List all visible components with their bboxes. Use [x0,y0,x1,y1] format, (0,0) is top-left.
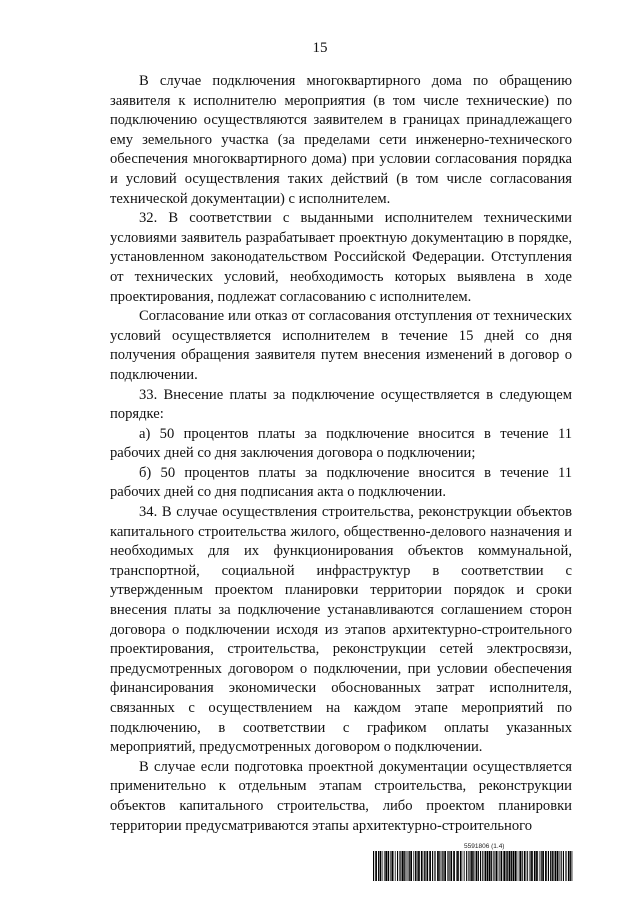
barcode-bar [404,851,405,881]
barcode-bar [415,851,416,881]
paragraph: Согласование или отказ от согласования отступления от технических условий осуществляется исполнителем в течение 15 дней со дня получения обращения заявителя путем внесения изменений в договор о подключении. [110,308,572,383]
barcode-bar [534,851,536,881]
barcode-bar [435,851,436,881]
barcode-bar [480,851,481,881]
barcode-bar [566,851,567,881]
barcode-bar [494,851,495,881]
barcode-bar [434,851,435,881]
barcode-bar [457,851,459,881]
barcode-bar [453,851,455,881]
barcode-bar [426,851,428,881]
paragraph: 32. В соответствии с выданными исполнителем техническими условиями заявитель разрабатывает проектную документацию в порядке, установленном законодательством Российской Федерации. Отступления от технических условий, необходимость которых выявлена в ходе проектирования, подлежат согласованию с исполнителем. [110,210,572,305]
barcode-bar [442,851,443,881]
paragraph: б) 50 процентов платы за подключение вносится в течение 11 рабочих дней со дня подписания акта о подключении. [110,464,572,501]
barcode-bar [553,851,554,881]
barcode-bar [565,851,566,881]
barcode-bar [460,851,462,881]
barcode-bar [522,851,523,881]
barcode-bar [503,851,505,881]
barcode-bar [380,851,382,881]
barcode-bar [448,851,449,881]
barcode-bar [519,851,521,881]
page-number: 15 [312,40,328,56]
barcode-bar [518,851,519,881]
barcode-bar [406,851,407,881]
barcode-bar [413,851,414,881]
barcode-bar [464,851,465,881]
barcode-bar [496,851,498,881]
barcode-bar [478,851,479,881]
barcode-bar [450,851,452,881]
barcode-bar [373,851,374,881]
barcode-bar [541,851,542,881]
barcode-bar [383,851,384,881]
barcode-bar [511,851,512,881]
barcode-bar [449,851,450,881]
barcode-bar [456,851,457,881]
barcode-bar [418,851,420,881]
barcode-bar [439,851,440,881]
barcode-bar [498,851,499,881]
barcode-bar [536,851,538,881]
barcode-bar [485,851,487,881]
barcode-bar [476,851,478,881]
barcode-bar [395,851,396,881]
barcode-bar [463,851,464,881]
barcode-bar [559,851,560,881]
barcode-bar [527,851,528,881]
barcode-bar [437,851,439,881]
barcode-bar [432,851,433,881]
paragraph: В случае если подготовка проектной документации осуществляется применительно к отдельным этапам строительства, реконструкции объектов капитального строительства, либо проектом планировки территории предусматриваются этапы архитектурно-строительного [110,758,572,834]
barcode-bar [394,851,395,881]
barcode-bar [409,851,410,881]
barcode-bar [513,851,515,881]
barcode-bar [561,851,562,881]
barcode-bar [570,851,571,881]
barcode-bar [385,851,387,881]
barcode-bar [444,851,446,881]
paragraph: 33. Внесение платы за подключение осуществляется в следующем порядке: [110,386,572,423]
barcode-bar [429,851,431,881]
barcode-bar [550,851,551,881]
barcode-bar [400,851,401,881]
barcode-bar [424,851,425,881]
barcode-bar [557,851,559,881]
barcode-bar [539,851,540,881]
barcode-bar [408,851,409,881]
barcode-bar [443,851,444,881]
barcode-bar [542,851,544,881]
barcode-bar [530,851,531,881]
barcode-bar [568,851,570,881]
barcode-bar [524,851,526,881]
barcode-bar [487,851,489,881]
barcode-bar [489,851,491,881]
barcode-bar [416,851,417,881]
barcode-bar [391,851,393,881]
barcode-bar [375,851,377,881]
barcode-bar [425,851,426,881]
barcode-bar [509,851,511,881]
barcode-icon [373,851,573,881]
barcode-bar [515,851,517,881]
barcode-bar [466,851,467,881]
barcode-bar [471,851,473,881]
barcode-bar [506,851,507,881]
barcode-bar [491,851,492,881]
document-code: 5591806 (1.4) [464,843,505,850]
barcode-bar [531,851,533,881]
barcode-bar [390,851,391,881]
barcode-bar [545,851,547,881]
barcode-bar [447,851,448,881]
barcode-bar [410,851,412,881]
barcode-bar [548,851,549,881]
barcode-bar [378,851,379,881]
barcode-bar [384,851,385,881]
barcode-bar [499,851,500,881]
barcode-bar [421,851,423,881]
barcode-bar [493,851,494,881]
barcode-bar [552,851,553,881]
barcode-bar [469,851,470,881]
barcode-bar [482,851,483,881]
barcode-bar [563,851,564,881]
barcode-bar [397,851,398,881]
barcode-bar [555,851,557,881]
paragraph: 34. В случае осуществления строительства, реконструкции объектов капитального строительства жилого, общественно-делового назначения и необходимых для их функционирования объектов коммунальной, транспортной, социальной инфраструктур в соответствии с утвержденным проектом планировки территории порядок и сроки внесения платы за подключение устанавливаются соглашением сторон договора о подключении исходя из этапов архитектурно-строительного проектирования, строительства, реконструкции сетей электросвязи, предусмотренных договором о подключении, при условии обеспечения финансирования экономически обоснованных затрат исполнителя, связанных с осуществлением на каждом этапе мероприятий по подключению, в соответствии с графиком оплаты указанных мероприятий, предусмотренных договором о подключении. [110,504,572,756]
barcode-bar [402,851,404,881]
barcode-bar [388,851,390,881]
barcode-bar [572,851,573,881]
barcode-bar [529,851,530,881]
barcode-bar [507,851,508,881]
paragraph: В случае подключения многоквартирного дома по обращению заявителя к исполнителю мероприятия (в том числе технические) по подключению осуществляются заявителем в границах принадлежащего ему земельного участка (за пределами сети инженерно-технического обеспечения многоквартирного дома) при условии согласования порядка и условий осуществления таких действий (в том числе согласования технической документации) с исполнителем. [110,73,572,207]
barcode-bar [468,851,469,881]
barcode-bar [399,851,400,881]
barcode-bar [501,851,503,881]
barcode-bar [473,851,474,881]
document-body [110,72,572,836]
paragraph: а) 50 процентов платы за подключение вносится в течение 11 рабочих дней со дня заключения договора о подключении; [110,425,572,462]
